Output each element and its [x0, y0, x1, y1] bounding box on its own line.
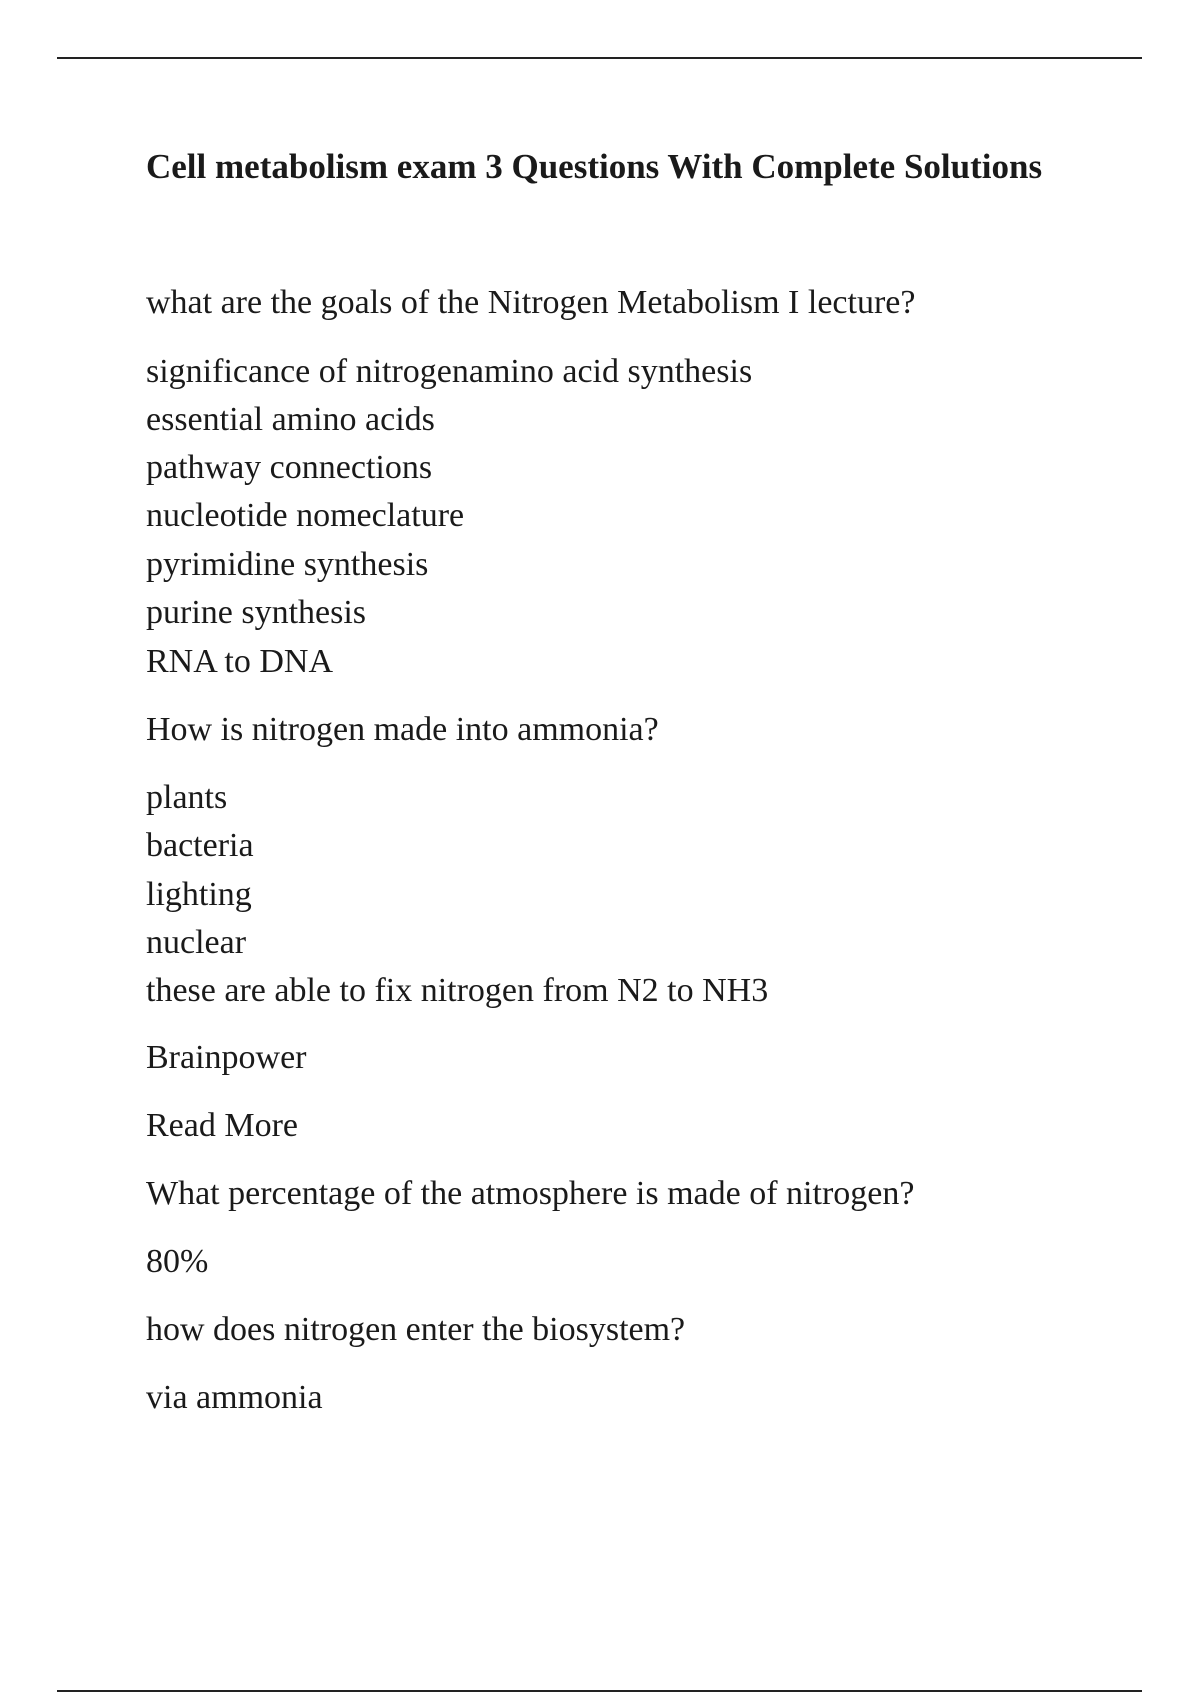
brainpower-link[interactable]: Brainpower — [146, 1039, 307, 1076]
answer-4-line-1: via ammonia — [146, 1379, 323, 1416]
question-1: what are the goals of the Nitrogen Metabolism I lecture? — [146, 284, 916, 321]
answer-1-line-4: nucleotide nomeclature — [146, 497, 465, 534]
answer-1-line-3: pathway connections — [146, 449, 433, 486]
answer-2-line-2: bacteria — [146, 827, 254, 864]
answer-2-line-4: nuclear — [146, 924, 247, 961]
question-4: how does nitrogen enter the biosystem? — [146, 1311, 686, 1348]
answer-1-line-6: purine synthesis — [146, 594, 367, 631]
bottom-rule — [57, 1690, 1142, 1692]
answer-2-line-5: these are able to fix nitrogen from N2 to NH3 — [146, 972, 769, 1009]
answer-3-line-1: 80% — [146, 1243, 209, 1280]
answer-2-line-3: lighting — [146, 876, 252, 913]
answer-2-line-1: plants — [146, 779, 228, 816]
answer-1-line-2: essential amino acids — [146, 401, 435, 438]
question-2: How is nitrogen made into ammonia? — [146, 711, 659, 748]
top-rule — [57, 57, 1142, 59]
question-3: What percentage of the atmosphere is made of nitrogen? — [146, 1175, 915, 1212]
answer-1-line-7: RNA to DNA — [146, 643, 334, 680]
answer-1-line-5: pyrimidine synthesis — [146, 546, 429, 583]
read-more-link[interactable]: Read More — [146, 1107, 299, 1144]
answer-1-line-1: significance of nitrogenamino acid synthesis — [146, 353, 753, 390]
document-title: Cell metabolism exam 3 Questions With Complete Solutions — [146, 147, 1043, 186]
